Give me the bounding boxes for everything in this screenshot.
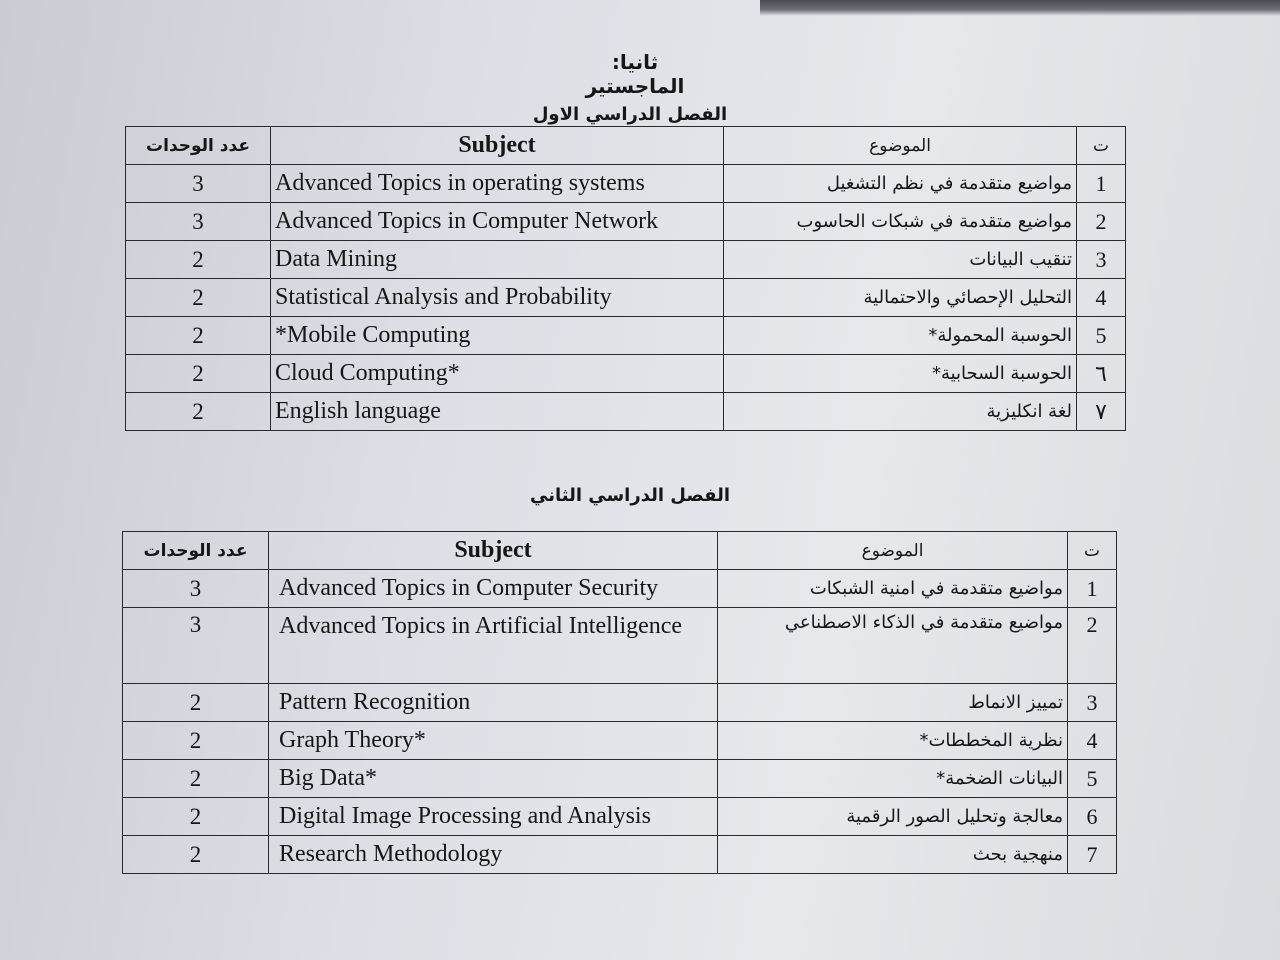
units-cell: 2 xyxy=(126,393,271,431)
units-cell: 3 xyxy=(123,608,269,684)
subject-cell: Advanced Topics in Computer Network xyxy=(271,203,724,241)
row-number-cell: 4 xyxy=(1068,722,1117,760)
number-header: ت xyxy=(1077,127,1126,165)
arabic-subject-cell: مواضيع متقدمة في نظم التشغيل xyxy=(724,165,1077,203)
arabic-subject-cell: الحوسبة السحابية* xyxy=(724,355,1077,393)
units-cell: 3 xyxy=(126,165,271,203)
row-number-cell: 1 xyxy=(1077,165,1126,203)
table-row xyxy=(126,241,1126,279)
row-number-cell: ٦ xyxy=(1077,355,1126,393)
subject-cell: Cloud Computing* xyxy=(271,355,724,393)
row-number-cell: 5 xyxy=(1077,317,1126,355)
table-row xyxy=(123,608,1117,684)
arabic-subject-cell: البيانات الضخمة* xyxy=(718,760,1068,798)
table-row xyxy=(123,570,1117,608)
row-number-cell: 5 xyxy=(1068,760,1117,798)
page-title: ثانيا: الماجستير xyxy=(585,50,685,98)
row-number-cell: 3 xyxy=(1068,684,1117,722)
arabic-subject-cell: مواضيع متقدمة في شبكات الحاسوب xyxy=(724,203,1077,241)
row-number-cell: 1 xyxy=(1068,570,1117,608)
units-cell: 2 xyxy=(126,355,271,393)
subject-cell: Digital Image Processing and Analysis xyxy=(269,798,718,836)
table-row xyxy=(126,203,1126,241)
units-cell: 2 xyxy=(123,760,269,798)
row-number-cell: ٧ xyxy=(1077,393,1126,431)
units-cell: 2 xyxy=(123,798,269,836)
number-header: ت xyxy=(1068,532,1117,570)
units-cell: 2 xyxy=(126,279,271,317)
arabic-subject-cell: لغة انكليزية xyxy=(724,393,1077,431)
topic-header: الموضوع xyxy=(724,127,1077,165)
subject-cell: *Mobile Computing xyxy=(271,317,724,355)
subject-cell: Research Methodology xyxy=(269,836,718,874)
subject-header: Subject xyxy=(271,127,724,165)
units-cell: 2 xyxy=(123,836,269,874)
table-row xyxy=(123,722,1117,760)
semester-1-title: الفصل الدراسي الاول xyxy=(532,104,728,125)
semester-2-table xyxy=(122,531,1117,874)
table-row xyxy=(123,836,1117,874)
row-number-cell: 4 xyxy=(1077,279,1126,317)
paper-top-edge-shadow xyxy=(760,0,1280,16)
subject-cell: Advanced Topics in Computer Security xyxy=(269,570,718,608)
units-header: عدد الوحدات xyxy=(126,127,271,165)
arabic-subject-cell: مواضيع متقدمة في امنية الشبكات xyxy=(718,570,1068,608)
subject-cell: Big Data* xyxy=(269,760,718,798)
table-header-row xyxy=(126,127,1126,165)
table-row xyxy=(126,393,1126,431)
table-header-row xyxy=(123,532,1117,570)
arabic-subject-cell: التحليل الإحصائي والاحتمالية xyxy=(724,279,1077,317)
units-cell: 3 xyxy=(126,203,271,241)
units-cell: 3 xyxy=(123,570,269,608)
table-row xyxy=(126,279,1126,317)
units-cell: 2 xyxy=(126,317,271,355)
table-row xyxy=(126,165,1126,203)
table-row xyxy=(123,684,1117,722)
table-row xyxy=(123,760,1117,798)
subject-cell: Pattern Recognition xyxy=(269,684,718,722)
arabic-subject-cell: منهجية بحث xyxy=(718,836,1068,874)
arabic-subject-cell: نظرية المخططات* xyxy=(718,722,1068,760)
subject-cell: English language xyxy=(271,393,724,431)
subject-cell: Statistical Analysis and Probability xyxy=(271,279,724,317)
subject-header: Subject xyxy=(269,532,718,570)
row-number-cell: 2 xyxy=(1077,203,1126,241)
semester-2-title: الفصل الدراسي الثاني xyxy=(530,485,730,506)
row-number-cell: 7 xyxy=(1068,836,1117,874)
arabic-subject-cell: الحوسبة المحمولة* xyxy=(724,317,1077,355)
units-header: عدد الوحدات xyxy=(123,532,269,570)
units-cell: 2 xyxy=(123,684,269,722)
topic-header: الموضوع xyxy=(718,532,1068,570)
arabic-subject-cell: تمييز الانماط xyxy=(718,684,1068,722)
units-cell: 2 xyxy=(126,241,271,279)
row-number-cell: 2 xyxy=(1068,608,1117,684)
subject-cell: Graph Theory* xyxy=(269,722,718,760)
semester-1-table xyxy=(125,126,1126,431)
arabic-subject-cell: معالجة وتحليل الصور الرقمية xyxy=(718,798,1068,836)
table-row xyxy=(126,317,1126,355)
units-cell: 2 xyxy=(123,722,269,760)
row-number-cell: 3 xyxy=(1077,241,1126,279)
subject-cell: Advanced Topics in operating systems xyxy=(271,165,724,203)
table-row xyxy=(126,355,1126,393)
row-number-cell: 6 xyxy=(1068,798,1117,836)
arabic-subject-cell: مواضيع متقدمة في الذكاء الاصطناعي xyxy=(718,608,1068,684)
subject-cell: Data Mining xyxy=(271,241,724,279)
table-row xyxy=(123,798,1117,836)
arabic-subject-cell: تنقيب البيانات xyxy=(724,241,1077,279)
subject-cell: Advanced Topics in Artificial Intelligence xyxy=(269,608,718,684)
